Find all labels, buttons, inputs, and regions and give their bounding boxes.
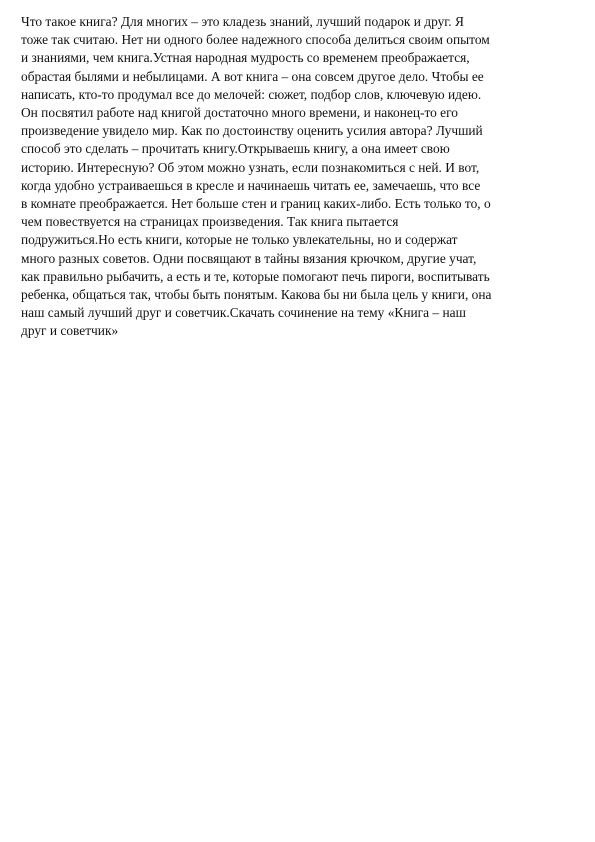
essay-line: написать, кто-то продумал все до мелочей: сюжет, подбор слов, ключевую идею. xyxy=(21,86,482,102)
essay-line: в комнате преображается. Нет больше стен и границ каких-либо. Есть только то, о xyxy=(21,196,491,212)
essay-line: подружиться.Но есть книги, которые не только увлекательны, но и содержат xyxy=(21,232,458,248)
essay-line: обрастая былями и небылицами. А вот книга – она совсем другое дело. Чтобы ее xyxy=(21,68,484,84)
essay-paragraph xyxy=(21,13,578,341)
essay-line: когда удобно устраиваешься в кресле и начинаешь читать ее, замечаешь, что все xyxy=(21,177,481,193)
essay-line: друг и советчик» xyxy=(21,323,119,339)
essay-line: Что такое книга? Для многих – это кладезь знаний, лучший подарок и друг. Я xyxy=(21,14,464,29)
essay-line: произведение увидело мир. Как по достоинству оценить усилия автора? Лучший xyxy=(21,123,483,139)
essay-line: наш самый лучший друг и советчик.Скачать сочинение на тему «Книга – наш xyxy=(21,305,466,321)
essay-line: чем повествуется на страницах произведения. Так книга пытается xyxy=(21,214,399,230)
essay-line: и знаниями, чем книга.Устная народная мудрость со временем преображается, xyxy=(21,50,470,66)
essay-line: как правильно рыбачить, а есть и те, которые помогают печь пироги, воспитывать xyxy=(21,268,490,284)
essay-line: историю. Интересную? Об этом можно узнать, если познакомиться с ней. И вот, xyxy=(21,159,480,175)
essay-line: ребенка, общаться так, чтобы быть понятым. Какова бы ни была цель у книги, она xyxy=(21,287,492,303)
essay-line: способ это сделать – прочитать книгу.Открываешь книгу, а она имеет свою xyxy=(21,141,450,157)
essay-line: тоже так считаю. Нет ни одного более надежного способа делиться своим опытом xyxy=(21,32,490,48)
essay-line: Он посвятил работе над книгой достаточно много времени, и наконец-то его xyxy=(21,105,458,121)
essay-line: много разных советов. Одни посвящают в тайны вязания крючком, другие учат, xyxy=(21,250,477,266)
